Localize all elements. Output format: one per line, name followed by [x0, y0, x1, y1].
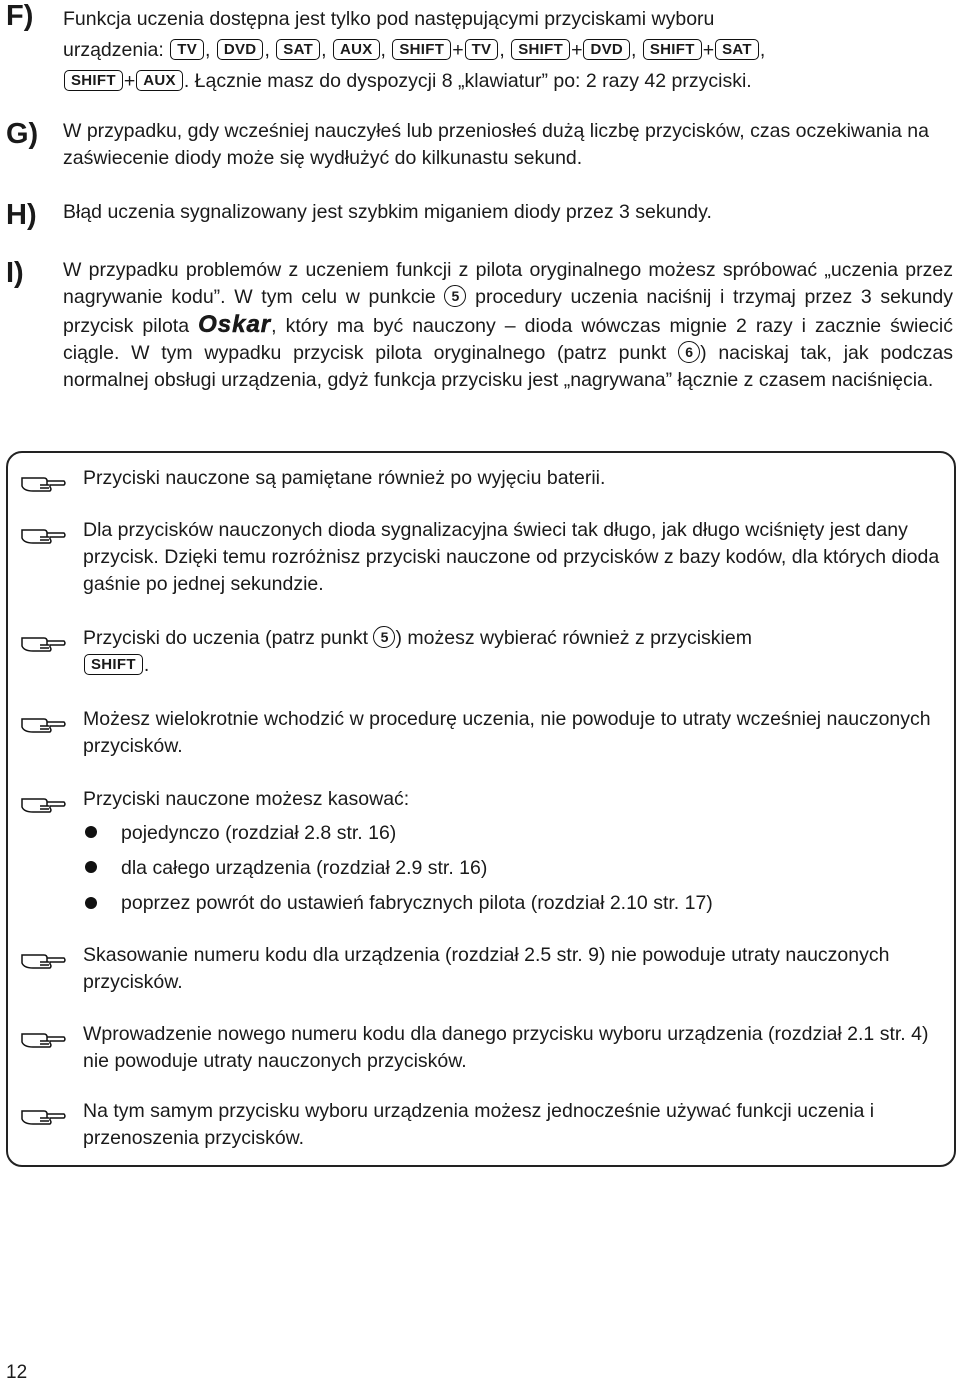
list-item: dla całego urządzenia (rozdział 2.9 str. 16) [121, 857, 488, 879]
key-sat: SAT [276, 39, 320, 60]
key-shift: SHIFT [643, 39, 702, 60]
note-3: Przyciski do uczenia (patrz punkt 5 ) możesz wybierać również z przyciskiem SHIFT . [83, 627, 752, 676]
section-h-text: Błąd uczenia sygnalizowany jest szybkim miganiem diody przez 3 sekundy. [63, 201, 712, 223]
section-i-text: W przypadku problemów z uczeniem funkcji z pilota oryginalnego możesz spróbować „uczenia przez nagrywanie kodu”. W tym celu w punkcie 5 procedury uczenia naciśnij i trzymaj przez 3 sekundy przycisk pilota Oskar, który ma być nauczony – dioda wówczas mignie 2 razy i zacznie świecić ciągle. W tym wypadku przycisk pilota oryginalnego (patrz punkt 6 ) naciskaj tak, jak podczas normalnej obsługi urządzenia, gdyż funkcja przycisku jest „nagrywana” łącznie z czasem naciśnięcia. [63, 259, 954, 391]
pointing-hand-icon [20, 632, 66, 654]
list-item: pojedynczo (rozdział 2.8 str. 16) [121, 822, 397, 844]
key-dvd: DVD [217, 39, 264, 60]
pointing-hand-icon [20, 472, 66, 494]
pointing-hand-icon [20, 949, 66, 971]
key-sat: SAT [715, 39, 759, 60]
note-6: Skasowanie numeru kodu dla urządzenia (rozdział 2.5 str. 9) nie powoduje utraty nauczonych przycisków. [83, 944, 890, 993]
note-4: Możesz wielokrotnie wchodzić w procedurę uczenia, nie powoduje to utraty wcześniej nauczonych przycisków. [83, 708, 931, 757]
key-shift: SHIFT [392, 39, 451, 60]
section-marker-f: F) [6, 0, 34, 32]
section-marker-h: H) [6, 199, 37, 231]
section-f-line3: SHIFT + AUX . Łącznie masz do dyspozycji 8 „klawiatur” po: 2 razy 42 przyciski. [63, 66, 953, 97]
section-marker-i: I) [6, 257, 24, 289]
bullet-icon [85, 861, 97, 873]
pointing-hand-icon [20, 713, 66, 735]
pointing-hand-icon [20, 793, 66, 815]
bullet-icon [85, 826, 97, 838]
section-g-text: W przypadku, gdy wcześniej nauczyłeś lub przeniosłeś dużą liczbę przycisków, czas oczekiwania na zaświecenie diody może się wydłużyć do kilkunastu sekund. [63, 120, 929, 169]
key-shift: SHIFT [84, 654, 143, 675]
note-1: Przyciski nauczone są pamiętane również po wyjęciu baterii. [83, 467, 606, 489]
key-dvd: DVD [583, 39, 630, 60]
bullet-icon [85, 897, 97, 909]
note-8: Na tym samym przycisku wyboru urządzenia możesz jednocześnie używać funkcji uczenia i przenoszenia przycisków. [83, 1100, 875, 1149]
key-tv: TV [465, 39, 499, 60]
note-5: Przyciski nauczone możesz kasować: [83, 788, 410, 810]
pointing-hand-icon [20, 1028, 66, 1050]
section-f-line2: urządzenia: TV , DVD , SAT , AUX , SHIFT + TV , SHIFT + DVD , SHIFT + SAT , [63, 39, 766, 61]
note-7: Wprowadzenie nowego numeru kodu dla danego przycisku wyboru urządzenia (rozdział 2.1 str. 4) nie powoduje utraty nauczonych przycisków. [83, 1023, 929, 1072]
oskar-logo: Oskar [198, 311, 272, 338]
list-item: poprzez powrót do ustawień fabrycznych pilota (rozdział 2.10 str. 17) [121, 892, 713, 914]
pointing-hand-icon [20, 524, 66, 546]
key-tv: TV [170, 39, 204, 60]
section-f-text [63, 4, 953, 97]
key-aux: AUX [333, 39, 380, 60]
page-number: 12 [6, 1362, 28, 1383]
key-shift: SHIFT [64, 70, 123, 91]
section-f-line1: Funkcja uczenia dostępna jest tylko pod następującymi przyciskami wyboru [63, 8, 715, 30]
step-6-icon: 6 [678, 341, 700, 363]
step-5-icon: 5 [373, 626, 395, 648]
pointing-hand-icon [20, 1105, 66, 1127]
note-2: Dla przycisków nauczonych dioda sygnalizacyjna świeci tak długo, jak długo wciśnięty jest dany przycisk. Dzięki temu rozróżnisz przyciski nauczone od przycisków z bazy kodów, dla których dioda gaśnie po jednej sekundzie. [83, 519, 940, 595]
step-5-icon: 5 [444, 285, 466, 307]
key-shift: SHIFT [511, 39, 570, 60]
key-aux: AUX [136, 70, 183, 91]
section-marker-g: G) [6, 118, 39, 150]
